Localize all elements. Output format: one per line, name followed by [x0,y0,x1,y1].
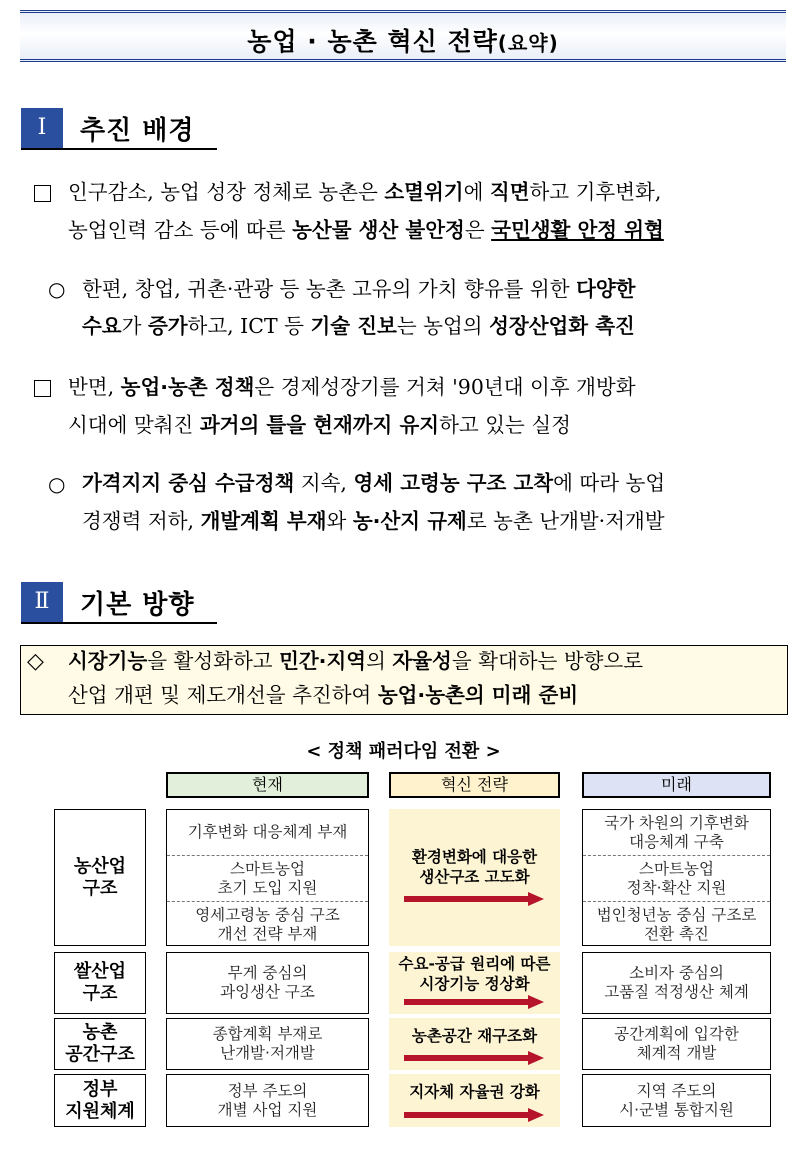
future-cell-text: 국가 차원의 기후변화 대응체계 구축 [604,813,749,851]
future-cell [582,1018,771,1070]
strategy-text: 지자체 자율권 강화 [409,1083,540,1101]
row-label: 농촌 공간구조 [54,1018,146,1070]
bullet-2-line-2: 수요가 증가하고, ICT 등 기술 진보는 농업의 성장산업화 촉진 [82,314,635,338]
future-cell [582,1074,771,1127]
section-2-title: 기본 방향 [80,590,195,620]
cell-divider [167,901,368,902]
bullet-1-line-1: 인구감소, 농업 성장 정체로 농촌은 소멸위기에 직면하고 기후변화, [68,180,662,204]
current-cell [166,1018,369,1070]
title-banner [20,10,786,62]
page-title-main: 농업 · 농촌 혁신 전략 [247,27,498,56]
square-bullet-icon [34,380,51,397]
current-cell [166,809,369,946]
cell-divider [583,855,770,856]
current-cell-text: 종합계획 부재로 난개발·저개발 [212,1025,323,1062]
strategy-text: 환경변화에 대응한 생산구조 고도화 [411,848,538,886]
future-cell-text: 스마트농업 정착·확산 지원 [626,859,727,897]
future-cell-text: 소비자 중심의 고품질 적정생산 체계 [604,964,749,1001]
strategy-text: 수요-공급 원리에 따른 시장기능 정상화 [398,955,551,993]
future-cell [582,809,771,946]
current-cell-text: 영세고령농 중심 구조 개선 전략 부재 [195,905,340,943]
page-title-sub: (요약) [497,31,559,55]
bullet-4-line-1: 가격지지 중심 수급정책 지속, 영세 고령농 구조 고착에 따라 농업 [82,471,666,495]
right-arrow-icon [404,995,544,1009]
column-header-strategy: 혁신 전략 [389,772,560,798]
strategy-text: 농촌공간 재구조화 [411,1027,538,1045]
current-cell-text: 정부 주도의 개별 사업 지원 [217,1081,318,1119]
bullet-3-line-2: 시대에 맞춰진 과거의 틀을 현재까지 유지하고 있는 실정 [68,413,571,437]
page-title [20,22,786,58]
square-bullet-icon [34,185,51,202]
future-cell-text: 법인청년농 중심 구조로 전환 촉진 [596,905,757,943]
future-cell [582,952,771,1014]
column-header-future: 미래 [582,772,771,798]
current-cell-text: 기후변화 대응체계 부재 [187,823,348,841]
section-1-underline [21,148,217,150]
section-1-number: Ⅰ [21,108,63,148]
row-label: 쌀산업 구조 [54,952,146,1014]
future-cell-text: 공간계획에 입각한 체계적 개발 [614,1025,739,1062]
section-2-underline [21,622,217,624]
summary-line-2: 산업 개편 및 제도개선을 추진하여 농업·농촌의 미래 준비 [68,683,579,707]
column-header-current: 현재 [166,772,369,798]
current-cell-text: 스마트농업 초기 도입 지원 [217,859,318,897]
row-label: 정부 지원체계 [54,1074,146,1127]
right-arrow-icon [404,892,544,906]
bullet-4-line-2: 경쟁력 저하, 개발계획 부재와 농·산지 규제로 농촌 난개발·저개발 [82,509,665,533]
cell-divider [167,855,368,856]
summary-line-1: 시장기능을 활성화하고 민간·지역의 자율성을 확대하는 방향으로 [68,649,644,673]
future-cell-text: 지역 주도의 시·군별 통합지원 [619,1081,734,1119]
circle-bullet-icon: ○ [48,277,66,301]
right-arrow-icon [404,1051,544,1065]
circle-bullet-icon: ○ [48,472,66,496]
bullet-1-line-2: 농업인력 감소 등에 따른 농산물 생산 불안정은 국민생활 안정 위협 [68,218,664,242]
cell-divider [583,901,770,902]
current-cell-text: 무게 중심의 과잉생산 구조 [220,964,315,1001]
current-cell [166,952,369,1014]
right-arrow-icon [404,1108,544,1122]
strategy-cell [389,809,560,946]
section-2-number: Ⅱ [21,582,63,622]
bullet-3-line-1: 반면, 농업·농촌 정책은 경제성장기를 거쳐 '90년대 이후 개방화 [68,375,636,399]
current-cell [166,1074,369,1127]
bullet-2-line-1: 한편, 창업, 귀촌·관광 등 농촌 고유의 가치 향유를 위한 다양한 [82,277,636,301]
paradigm-title: < 정책 패러다임 전환 > [306,741,501,762]
section-1-title: 추진 배경 [80,116,195,146]
diamond-bullet-icon: ◇ [27,649,44,674]
row-label: 농산업 구조 [54,809,146,946]
